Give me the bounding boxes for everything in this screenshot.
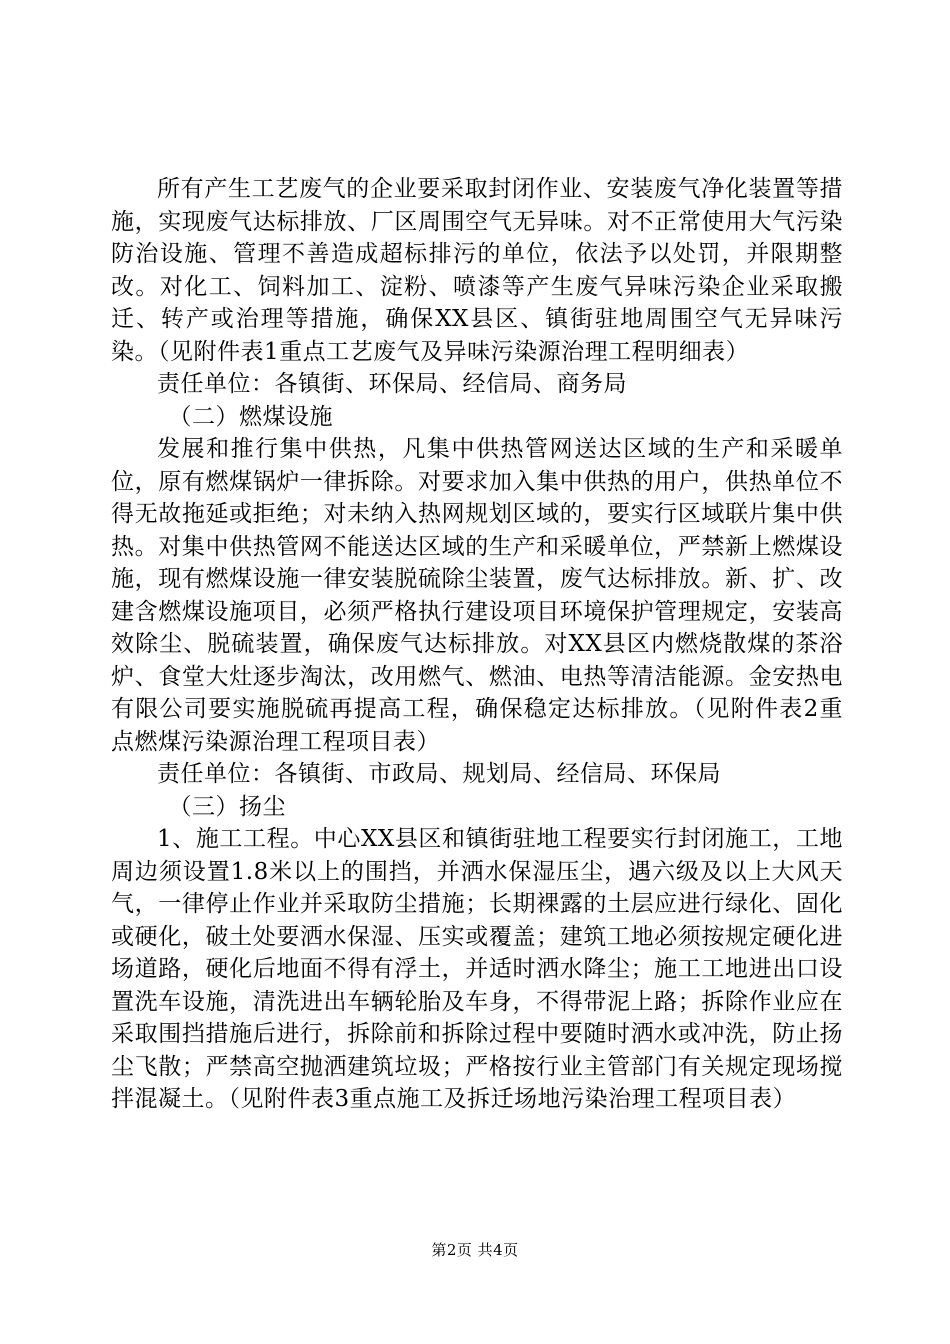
document-body [111, 173, 843, 1116]
section-heading-coal: （二）燃煤设施 [168, 403, 333, 430]
responsible-units-1: 责任单位：各镇街、环保局、经信局、商务局 [157, 371, 627, 397]
paragraph-coal-facilities: 发展和推行集中供热，凡集中供热管网送达区域的生产和采暖单位，原有燃煤锅炉一律拆除。对要求加入集中供热的用户，供热单位不得无故拖延或拒绝；对未纳入热网规划区域的，要实行区域联片集中供热。对集中供热管网不能送达区域的生产和采暖单位，严禁新上燃煤设施，现有燃煤设施一律安装脱硫除尘装置，废气达标排放。新、扩、改建含燃煤设施项目，必须严格执行建设项目环境保护管理规定，安装高效除尘、脱硫装置，确保废气达标排放。对XX县区内燃烧散煤的茶浴炉、食堂大灶逐步淘汰，改用燃气、燃油、电热等清洁能源。金安热电有限公司要实施脱硫再提高工程，确保稳定达标排放。（见附件表2重点燃煤污染源治理工程项目表） [111, 436, 843, 755]
section-heading-dust: （三）扬尘 [168, 793, 286, 820]
page-footer: 第2页 共4页 [431, 1241, 519, 1259]
responsible-units-2: 责任单位：各镇街、市政局、规划局、经信局、环保局 [157, 761, 721, 787]
paragraph-construction: 1、施工工程。中心XX县区和镇街驻地工程要实行封闭施工，工地周边须设置1.8米以上的围挡，并洒水保湿压尘，遇六级及以上大风天气，一律停止作业并采取防尘措施；长期裸露的土层应进行绿化、固化或硬化，破土处要洒水保湿、压实或覆盖；建筑工地必须按规定硬化进场道路，硬化后地面不得有浮土，并适时洒水降尘；施工工地进出口设置洗车设施，清洗进出车辆轮胎及车身，不得带泥上路；拆除作业应在采取围挡措施后进行，拆除前和拆除过程中要随时洒水或冲洗，防止扬尘飞散；严禁高空抛洒建筑垃圾；严格按行业主管部门有关规定现场搅拌混凝土。（见附件表3重点施工及拆迁场地污染治理工程项目表） [111, 826, 843, 1112]
paragraph-waste-gas: 所有产生工艺废气的企业要采取封闭作业、安装废气净化装置等措施，实现废气达标排放、厂区周围空气无异味。对不正常使用大气污染防治设施、管理不善造成超标排污的单位，依法予以处罚，并限期整改。对化工、饲料加工、淀粉、喷漆等产生废气异味污染企业采取搬迁、转产或治理等措施，确保XX县区、镇街驻地周围空气无异味污染。（见附件表1重点工艺废气及异味污染源治理工程明细表） [111, 176, 843, 365]
